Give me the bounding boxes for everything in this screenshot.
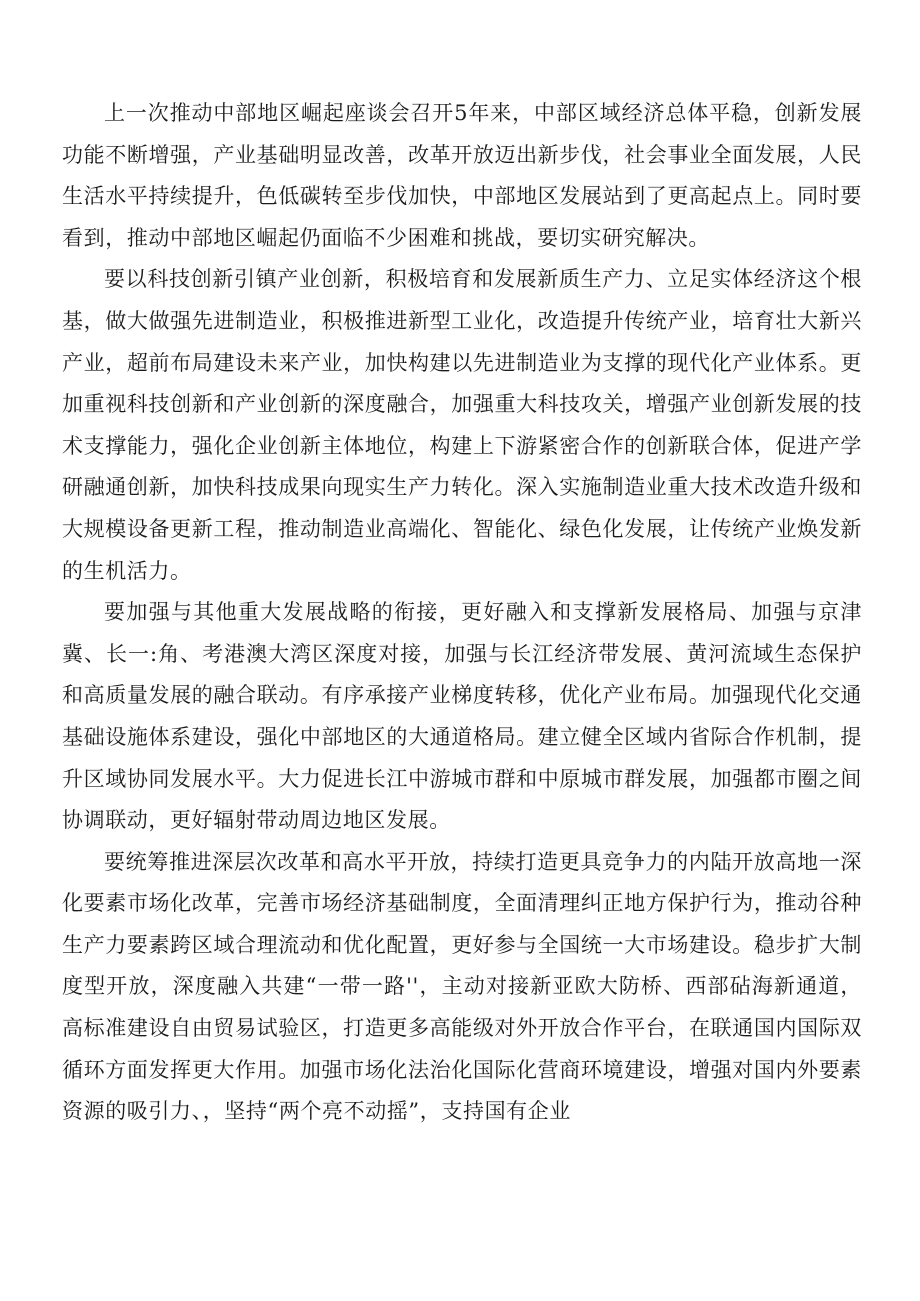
paragraph-1: 上一次推动中部地区崛起座谈会召开5年来，中部区域经济总体平稳，创新发展功能不断增强，产业基础明显改善，改革开放迈出新步伐，社会事业全面发展，人民生活水平持续提升，色低碳转至步伐加快，中部地区发展站到了更高起点上。同时要看到，推动中部地区崛起仍面临不少困难和挑战，要切实研究解决。 [62, 101, 862, 250]
paragraph-3: 要加强与其他重大发展战略的衔接，更好融入和支撑新发展格局、加强与京津冀、长一:角、考港澳大湾区深度对接，加强与长江经济带发展、黄河流域生态保护和高质量发展的融合联动。有序承接产业梯度转移，优化产业布局。加强现代化交通基础设施体系建设，强化中部地区的大通道格局。建立健全区域内省际合作机制，提升区域协同发展水平。大力促进长江中游城市群和中原城市群发展，加强都市圈之间协调联动，更好辐射带动周边地区发展。 [62, 600, 862, 833]
document-body [62, 93, 862, 1133]
paragraph-2: 要以科技创新引镇产业创新，积极培育和发展新质生产力、立足实体经济这个根基，做大做强先进制造业，积极推进新型工业化，改造提升传统产业，培育壮大新兴产业，超前布局建设未来产业，加快构建以先进制造业为支撑的现代化产业体系。更加重视科技创新和产业创新的深度融合，加强重大科技攻关，增强产业创新发展的技术支撑能力，强化企业创新主体地位，构建上下游紧密合作的创新联合体，促进产学研融通创新，加快科技成果向现实生产力转化。深入实施制造业重大技术改造升级和大规模设备更新工程，推动制造业高端化、智能化、绿色化发展，让传统产业焕发新的生机活力。 [62, 267, 862, 583]
paragraph-4: 要统筹推进深层次改革和高水平开放，持续打造更具竞争力的内陆开放高地一深化要素市场化改革，完善市场经济基础制度，全面清理纠正地方保护行为，推动谷种生产力要素跨区域合理流动和优化配置，更好参与全国统一大市场建设。稳步扩大制度型开放，深度融入共建“一带一路''，主动对接新亚欧大防桥、西部砧海新通道，高标准建设自由贸易试验区，打造更多高能级对外开放合作平台，在联通国内国际双循环方面发挥更大作用。加强市场化法治化国际化营商环境建设，增强对国内外要素资源的吸引力、，坚持“两个亮不动摇”，支持国有企业 [62, 849, 862, 1124]
